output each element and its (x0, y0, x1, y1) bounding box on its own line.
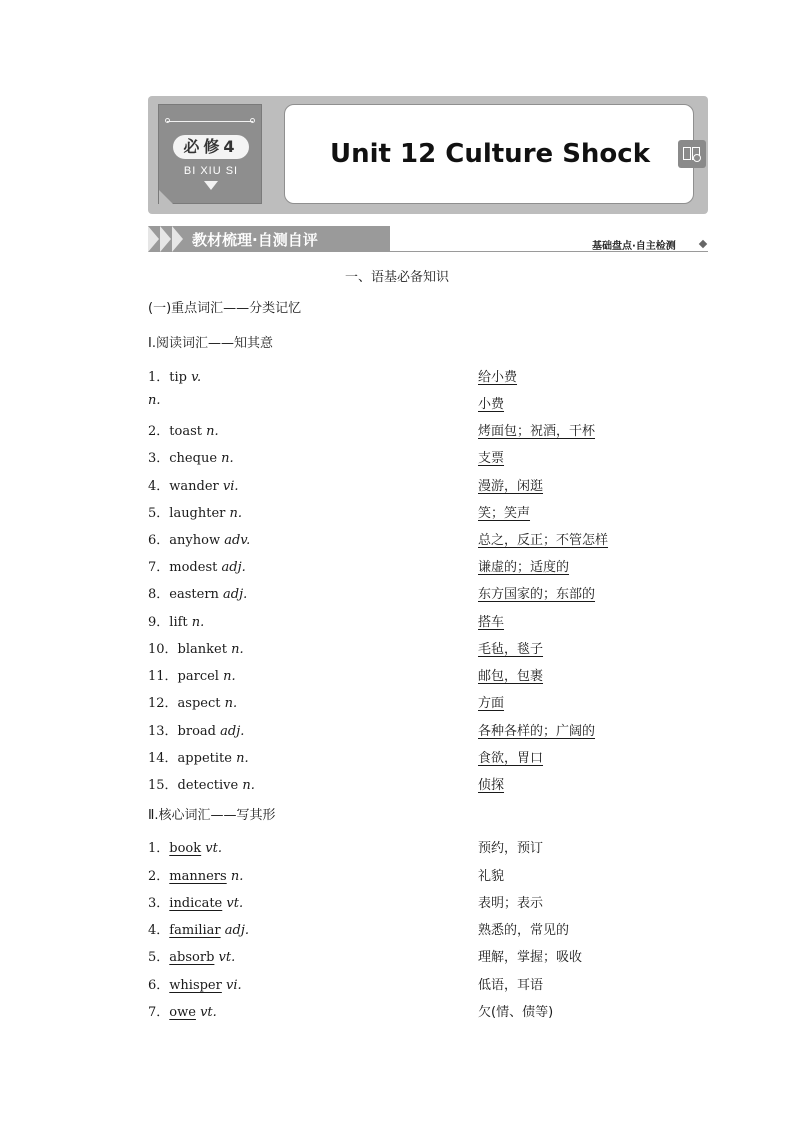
item-number: 15． (148, 778, 178, 793)
chinese-meaning: 侦探 (478, 778, 505, 793)
chinese-meaning: 烤面包；祝酒，干杯 (478, 424, 596, 439)
vocab-term (148, 892, 243, 911)
part-of-speech: vt. (200, 1005, 217, 1020)
part-of-speech: n. (224, 696, 238, 711)
item-number: 5． (148, 506, 170, 521)
vocab-term (148, 447, 234, 466)
part-of-speech: adj. (220, 724, 245, 739)
vocab-term (148, 420, 219, 439)
english-word: modest (169, 560, 218, 575)
chinese-meaning: 谦虚的；适度的 (478, 560, 570, 575)
item-number: 13． (148, 724, 178, 739)
vocab-term (148, 865, 243, 884)
badge-top-rule (167, 121, 253, 122)
part1-heading: Ⅰ.阅读词汇——知其意 (148, 336, 273, 351)
english-word: tip (169, 370, 187, 385)
vocab-term (148, 611, 204, 630)
english-word: detective (177, 778, 239, 793)
part-of-speech: adj. (223, 587, 248, 602)
item-number: 2． (148, 424, 170, 439)
chinese-meaning: 方面 (478, 696, 505, 711)
part-of-speech: n. (191, 615, 205, 630)
item-number: 2． (148, 869, 170, 884)
item-number: 3． (148, 896, 170, 911)
textbook-badge (158, 104, 262, 204)
english-word: aspect (177, 696, 221, 711)
english-word: cheque (169, 451, 218, 466)
item-number: 6． (148, 533, 170, 548)
chinese-meaning: 理解，掌握；吸收 (478, 950, 583, 965)
part-of-speech: adj. (221, 560, 246, 575)
chinese-meaning: 给小费 (478, 370, 518, 385)
item-number: 1． (148, 370, 170, 385)
part-of-speech: n. (230, 869, 244, 884)
chevron-right-icon (148, 226, 159, 252)
part2-heading: Ⅱ.核心词汇——写其形 (148, 808, 276, 823)
section-right-label: 基础盘点·自主检测 (592, 241, 676, 252)
part-of-speech: n. (236, 751, 249, 766)
english-word: laughter (169, 506, 226, 521)
english-word: lift (169, 615, 188, 630)
vocab-term (148, 974, 242, 993)
chinese-meaning: 欠(情、债等) (478, 1005, 554, 1020)
badge-dot (165, 118, 170, 123)
chinese-meaning: 毛毡，毯子 (478, 642, 544, 657)
part-of-speech: n. (229, 506, 243, 521)
part-of-speech: n. (148, 393, 161, 408)
part-of-speech: n. (206, 424, 219, 439)
item-number: 8． (148, 587, 170, 602)
chinese-meaning: 邮包，包裹 (478, 669, 544, 684)
english-word: absorb (169, 950, 215, 965)
part-of-speech: adv. (224, 533, 251, 548)
chevron-right-icon (172, 226, 183, 252)
english-word: indicate (169, 896, 223, 911)
vocab-term (148, 393, 161, 408)
chinese-meaning: 熟悉的，常见的 (478, 923, 570, 938)
vocab-term (148, 583, 247, 602)
english-word: manners (169, 869, 227, 884)
badge-fold-corner (159, 190, 173, 204)
vocab-term (148, 747, 249, 766)
item-number: 7． (148, 560, 170, 575)
badge-dot (250, 118, 255, 123)
vocab-term (148, 475, 239, 494)
unit-title: Unit 12 Culture Shock (330, 139, 650, 169)
chinese-meaning: 食欲，胃口 (478, 751, 544, 766)
english-word: whisper (169, 978, 222, 993)
part-of-speech: n. (221, 451, 234, 466)
part-of-speech: v. (191, 370, 202, 385)
english-word: owe (169, 1005, 196, 1020)
chinese-meaning: 笑；笑声 (478, 506, 531, 521)
chinese-meaning: 各种各样的；广阔的 (478, 724, 596, 739)
book-search-icon (678, 140, 706, 168)
english-word: broad (177, 724, 216, 739)
item-number: 1． (148, 841, 170, 856)
english-word: wander (169, 479, 219, 494)
chinese-meaning: 漫游，闲逛 (478, 479, 544, 494)
vocab-term (148, 502, 242, 521)
english-word: anyhow (169, 533, 221, 548)
vocab-term (148, 665, 236, 684)
chinese-meaning: 支票 (478, 451, 505, 466)
part-of-speech: vt. (205, 841, 222, 856)
english-word: eastern (169, 587, 219, 602)
item-number: 3． (148, 451, 170, 466)
chinese-meaning: 小费 (478, 397, 505, 412)
vocab-term (148, 366, 201, 385)
vocab-term (148, 556, 246, 575)
item-number: 14． (148, 751, 178, 766)
part-of-speech: n. (231, 642, 244, 657)
part-of-speech: n. (242, 778, 255, 793)
item-number: 11． (148, 669, 178, 684)
vocab-term (148, 529, 250, 548)
english-word: familiar (169, 923, 221, 938)
vocab-term (148, 946, 235, 965)
chinese-meaning: 预约，预订 (478, 841, 544, 856)
main-heading: 一、语基必备知识 (344, 270, 449, 285)
section-title: 教材梳理·自测自评 (192, 231, 318, 249)
chinese-meaning: 搭车 (478, 615, 505, 630)
part-of-speech: n. (223, 669, 236, 684)
unit-title-box (284, 104, 694, 204)
item-number: 10． (148, 642, 178, 657)
item-number: 9． (148, 615, 170, 630)
part-of-speech: adj. (224, 923, 249, 938)
vocab-term (148, 638, 244, 657)
chinese-meaning: 总之，反正；不管怎样 (478, 533, 609, 548)
english-word: toast (169, 424, 202, 439)
item-number: 4． (148, 923, 170, 938)
english-word: parcel (177, 669, 219, 684)
badge-down-arrow-icon (204, 181, 218, 190)
part-of-speech: vt. (226, 896, 244, 911)
chinese-meaning: 低语，耳语 (478, 978, 544, 993)
item-number: 4． (148, 479, 170, 494)
badge-pinyin: BI XIU SI (183, 165, 239, 177)
english-word: book (169, 841, 202, 856)
chevron-right-icon (160, 226, 171, 252)
chinese-meaning: 礼貌 (478, 869, 505, 884)
part-of-speech: vi. (222, 479, 239, 494)
diamond-icon (699, 240, 707, 248)
vocab-term (148, 1001, 217, 1020)
vocab-term (148, 774, 255, 793)
part-of-speech: vt. (218, 950, 236, 965)
vocab-term (148, 692, 237, 711)
english-word: appetite (177, 751, 232, 766)
item-number: 7． (148, 1005, 170, 1020)
item-number: 5． (148, 950, 170, 965)
chinese-meaning: 表明；表示 (478, 896, 544, 911)
sub-heading: (一)重点词汇——分类记忆 (148, 301, 302, 316)
english-word: blanket (177, 642, 227, 657)
item-number: 6． (148, 978, 170, 993)
item-number: 12． (148, 696, 178, 711)
chinese-meaning: 东方国家的；东部的 (478, 587, 596, 602)
vocab-term (148, 919, 249, 938)
vocab-term (148, 837, 222, 856)
badge-title: 必修4 (173, 135, 249, 159)
vocab-term (148, 720, 244, 739)
part-of-speech: vi. (225, 978, 242, 993)
